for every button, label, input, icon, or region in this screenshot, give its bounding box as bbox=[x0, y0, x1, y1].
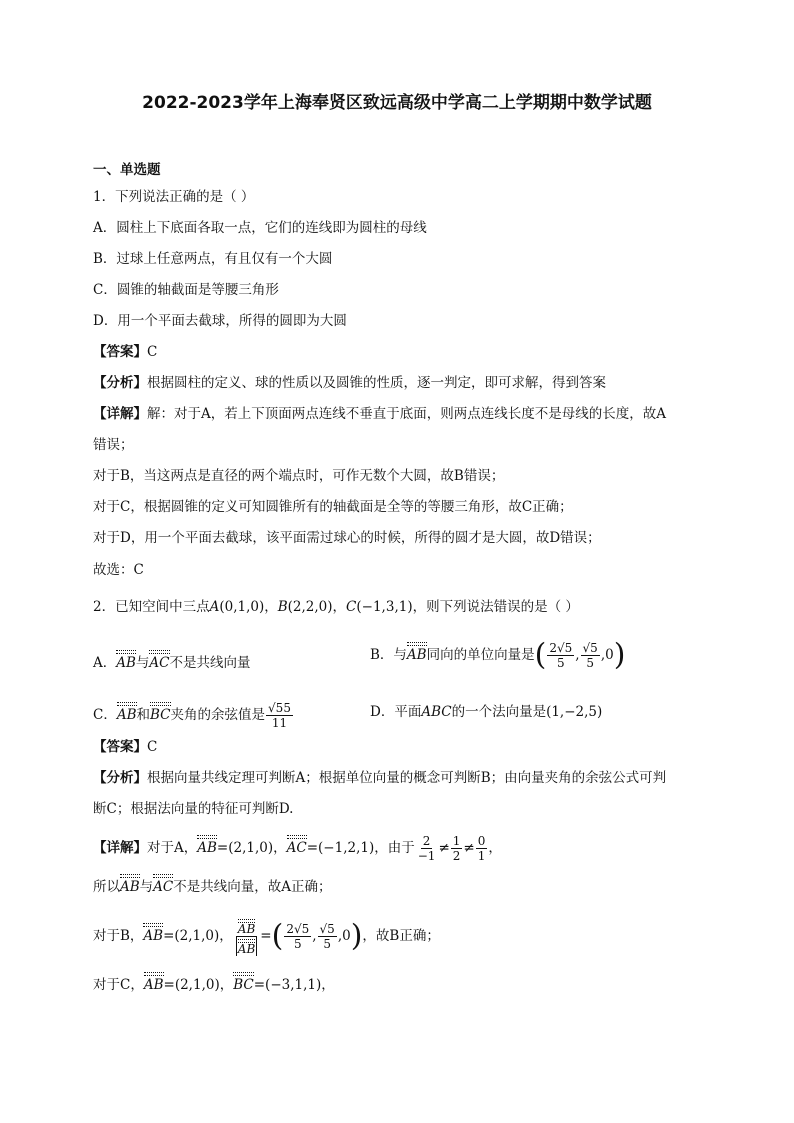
fraction-r55-11 bbox=[266, 701, 293, 730]
equals: = bbox=[260, 928, 272, 944]
opt-b-pre: B．与 bbox=[370, 647, 407, 663]
fraction-1-2 bbox=[451, 834, 463, 863]
point-c: C bbox=[346, 599, 357, 615]
fraction-2r5-5 bbox=[547, 641, 574, 670]
vector-ac: AC bbox=[287, 833, 307, 858]
analysis-tag: 【分析】 bbox=[93, 770, 147, 786]
ab-value: =(2,1,0) bbox=[163, 977, 220, 993]
vector-ab: AB bbox=[407, 640, 427, 665]
tail-zero: ,0 bbox=[337, 928, 351, 944]
right-paren: ) bbox=[350, 918, 363, 954]
q2-analysis-2: 断C；根据法向量的特征可判断D. bbox=[93, 801, 294, 817]
normal-vector: (1,−2,5) bbox=[546, 704, 603, 720]
den: 5 bbox=[556, 656, 565, 670]
vector-ab: AB bbox=[117, 700, 137, 725]
q1-option-d: D．用一个平面去截球，所得的圆即为大圆 bbox=[93, 313, 347, 329]
vector-ab: AB bbox=[116, 648, 136, 673]
opt-c-label: C． bbox=[93, 707, 117, 723]
point-a: A bbox=[209, 599, 220, 615]
ab-value: =(2,1,0) bbox=[163, 928, 220, 944]
ac-value: =(−1,2,1) bbox=[306, 840, 375, 856]
opt-a-mid: 与 bbox=[135, 655, 150, 671]
vector-ab: AB bbox=[144, 970, 164, 995]
d1-pre: 对于A， bbox=[147, 840, 198, 856]
den: 2 bbox=[452, 849, 461, 863]
d3-post: ，故B正确； bbox=[362, 928, 440, 944]
num: 1 bbox=[452, 834, 461, 848]
fraction-r5-5 bbox=[318, 922, 337, 951]
point-b-coord: (2,2,0) bbox=[287, 599, 333, 615]
fraction-0-1 bbox=[476, 834, 488, 863]
q2-detail-3: 对于B，AB=(2,1,0)， $\frac{AB}{AB}$ =( $\frac{2√5}{5}$ , $\frac{√5}{5}$ ,0)，故B正确； bbox=[93, 918, 440, 956]
vector-ab: AB bbox=[120, 872, 140, 897]
q1-detail-2: 对于B，当这两点是直径的两个端点时，可作无数个大圆，故B错误； bbox=[93, 468, 505, 484]
q2-option-a bbox=[93, 648, 353, 673]
answer-value: C bbox=[147, 344, 158, 360]
not-equal: ≠ bbox=[438, 840, 450, 856]
opt-a-post: 不是共线向量 bbox=[169, 655, 251, 671]
vector-ab: AB bbox=[197, 833, 217, 858]
point-b: B bbox=[277, 599, 288, 615]
opt-d-post: 的一个法向量是 bbox=[451, 704, 547, 720]
den: 5 bbox=[323, 937, 331, 951]
den: 5 bbox=[586, 656, 594, 670]
q2-detail-1: 【详解】对于A，AB=(2,1,0)，AC=(−1,2,1)，由于 $\frac{2}{-1}$ ≠ $\frac{1}{2}$ ≠ $\frac{0}{1}$ ， bbox=[93, 834, 502, 863]
q2-detail-2 bbox=[93, 872, 708, 897]
den: 11 bbox=[271, 716, 288, 730]
tail-zero: ,0 bbox=[600, 647, 614, 663]
fraction-2-neg1 bbox=[416, 834, 438, 863]
num: √5 bbox=[319, 922, 335, 936]
vector-ac: AC bbox=[149, 648, 169, 673]
q2-option-d bbox=[370, 702, 602, 722]
d4-pre: 对于C， bbox=[93, 977, 144, 993]
d2-mid: 与 bbox=[139, 879, 154, 895]
analysis-text: 根据圆柱的定义、球的性质以及圆锥的性质，逐一判定，即可求解，得到答案 bbox=[147, 375, 606, 391]
vector-bc: BC bbox=[233, 970, 254, 995]
not-equal: ≠ bbox=[463, 840, 475, 856]
answer-tag: 【答案】 bbox=[93, 344, 147, 360]
num: 0 bbox=[477, 834, 486, 848]
q1-analysis bbox=[93, 373, 708, 393]
opt-c-mid: 和 bbox=[136, 707, 151, 723]
vector-ab: AB bbox=[143, 921, 163, 946]
num: 2√5 bbox=[286, 922, 310, 936]
q1-option-c: C．圆锥的轴截面是等腰三角形 bbox=[93, 282, 279, 298]
vector-ab: AB bbox=[238, 917, 255, 936]
q1-detail-3: 对于C，根据圆锥的定义可知圆锥所有的轴截面是全等的等腰三角形，故C正确； bbox=[93, 499, 573, 515]
q1-detail-4: 对于D，用一个平面去截球，该平面需过球心的时候，所得的圆才是大圆，故D错误； bbox=[93, 530, 601, 546]
q2-stem: 2．已知空间中三点A(0,1,0)，B(2,2,0)，C(−1,3,1)，则下列说法错误的是（ ） bbox=[93, 599, 579, 615]
detail-tag: 【详解】 bbox=[93, 840, 147, 856]
comma: , bbox=[575, 647, 580, 663]
opt-a-label: A． bbox=[93, 655, 117, 671]
analysis-text: 根据向量共线定理可判断A；根据单位向量的概念可判断B；由向量夹角的余弦公式可判 bbox=[147, 770, 667, 786]
opt-d-pre: D．平面 bbox=[370, 704, 422, 720]
den: 1 bbox=[477, 849, 486, 863]
fraction-2r5-5 bbox=[284, 922, 311, 951]
q2-detail-4: 对于C，AB=(2,1,0)，BC=(−3,1,1)， bbox=[93, 970, 708, 995]
ab-value: =(2,1,0) bbox=[216, 840, 274, 856]
q1-conclusion: 故选：C bbox=[93, 562, 144, 578]
num: √5 bbox=[582, 641, 598, 655]
answer-tag: 【答案】 bbox=[93, 739, 147, 755]
q2-option-c bbox=[93, 700, 353, 730]
q1-detail-1 bbox=[93, 404, 708, 424]
fraction-r5-5 bbox=[581, 641, 600, 670]
vector-ab: AB bbox=[238, 937, 255, 956]
q1-answer bbox=[93, 342, 708, 362]
num: 2√5 bbox=[549, 641, 573, 655]
right-paren: ) bbox=[613, 637, 626, 673]
opt-c-post: 夹角的余弦值是 bbox=[170, 707, 266, 723]
left-paren: ( bbox=[271, 918, 284, 954]
d3-pre: 对于B， bbox=[93, 928, 144, 944]
vector-bc: BC bbox=[150, 700, 171, 725]
unit-vector-fraction bbox=[234, 917, 259, 956]
q2-option-b bbox=[370, 637, 626, 673]
analysis-tag: 【分析】 bbox=[93, 375, 147, 391]
den: −1 bbox=[417, 849, 436, 863]
q2-analysis bbox=[93, 768, 708, 788]
answer-value: C bbox=[147, 739, 158, 755]
plane-abc: ABC bbox=[421, 704, 452, 720]
q1-option-b: B．过球上任意两点，有且仅有一个大圆 bbox=[93, 251, 333, 267]
d2-pre: 所以 bbox=[93, 879, 120, 895]
detail-tag: 【详解】 bbox=[93, 406, 147, 422]
d1-post: ， bbox=[488, 840, 502, 856]
d1-mid: ，由于 bbox=[374, 840, 415, 856]
den: 5 bbox=[293, 937, 302, 951]
d4-post: ， bbox=[321, 977, 335, 993]
q2-stem-pre: 2．已知空间中三点 bbox=[93, 599, 210, 615]
d2-post: 不是共线向量，故A正确； bbox=[173, 879, 332, 895]
num: 2 bbox=[422, 834, 431, 848]
q2-answer bbox=[93, 737, 708, 757]
opt-b-post: 同向的单位向量是 bbox=[426, 647, 535, 663]
page-title: 2022-2023学年上海奉贤区致远高级中学高二上学期期中数学试题 bbox=[142, 93, 652, 113]
point-a-coord: (0,1,0) bbox=[219, 599, 265, 615]
point-c-coord: (−1,3,1) bbox=[356, 599, 413, 615]
left-paren: ( bbox=[534, 637, 547, 673]
section-heading: 一、单选题 bbox=[93, 162, 161, 178]
num: √55 bbox=[268, 701, 291, 715]
q1-stem: 1．下列说法正确的是（ ） bbox=[93, 189, 255, 205]
vector-ac: AC bbox=[153, 872, 173, 897]
comma: , bbox=[312, 928, 317, 944]
detail-text: 解：对于A，若上下顶面两点连线不垂直于底面，则两点连线长度不是母线的长度，故A bbox=[147, 406, 666, 422]
q1-detail-1b: 错误； bbox=[93, 437, 134, 453]
bc-value: =(−3,1,1) bbox=[253, 977, 322, 993]
q2-stem-post: ，则下列说法错误的是（ ） bbox=[412, 599, 579, 615]
q1-option-a: A．圆柱上下底面各取一点，它们的连线即为圆柱的母线 bbox=[93, 220, 427, 236]
